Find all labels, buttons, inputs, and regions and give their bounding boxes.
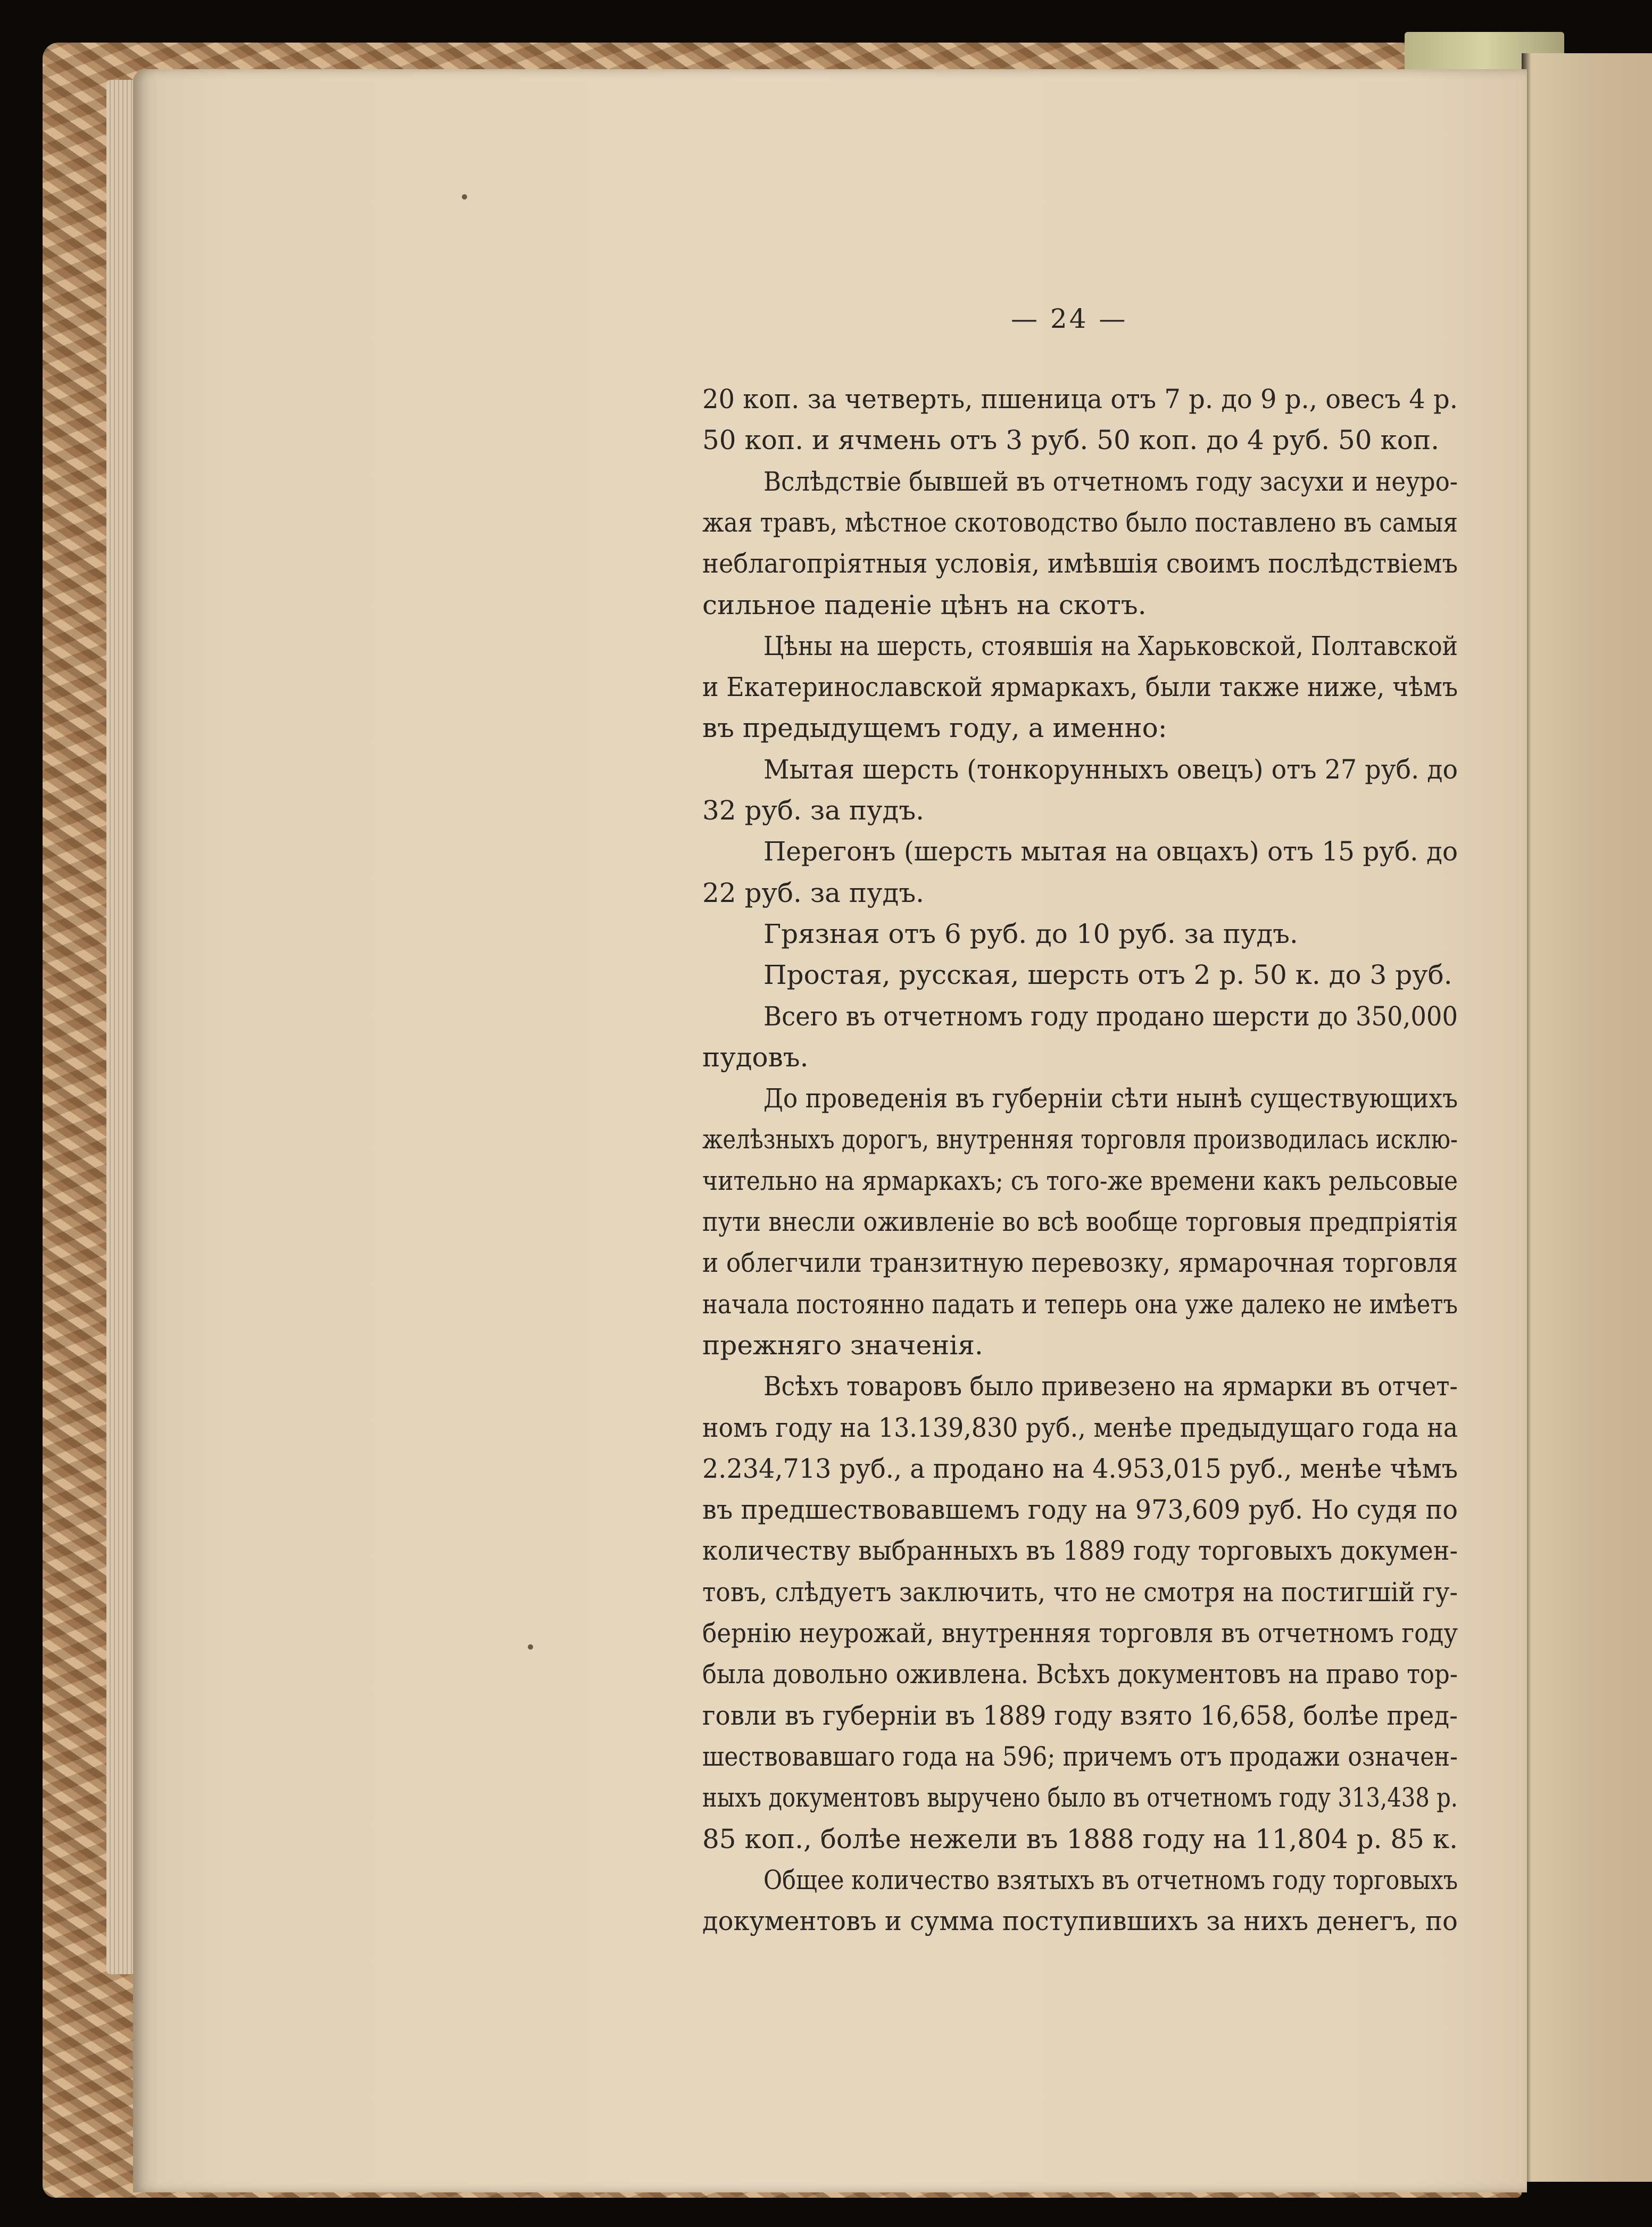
text-line: 32 руб. за пудъ. — [702, 795, 925, 826]
page-speck — [462, 194, 467, 200]
text-line: номъ году на 13.139,830 руб., менѣе предыдущаго года на — [702, 1412, 1458, 1443]
page-number: — 24 — — [1011, 303, 1128, 334]
text-line: Перегонъ (шерсть мытая на овцахъ) отъ 15 руб. до — [763, 836, 1458, 867]
text-line: товъ, слѣдуетъ заключить, что не смотря на постигшій гу- — [702, 1576, 1458, 1608]
text-line: 50 коп. и ячмень отъ 3 руб. 50 коп. до 4 руб. 50 коп. — [702, 425, 1440, 456]
text-line: Простая, русская, шерсть отъ 2 р. 50 к. до 3 руб. — [763, 959, 1452, 991]
text-line: Всего въ отчетномъ году продано шерсти до 350,000 — [763, 1000, 1458, 1032]
text-line: 20 коп. за четверть, пшеница отъ 7 р. до 9 р., овесъ 4 р. — [702, 384, 1458, 415]
text-line: чительно на ярмаркахъ; съ того-же времени какъ рельсовые — [702, 1165, 1458, 1196]
text-line: До проведенія въ губерніи сѣти нынѣ существующихъ — [763, 1083, 1458, 1114]
text-line: говли въ губерніи въ 1889 году взято 16,658, болѣе пред- — [702, 1700, 1458, 1731]
text-line: шествовавшаго года на 596; причемъ отъ продажи означен- — [702, 1741, 1458, 1772]
text-line: пути внесли оживленіе во всѣ вообще торговыя предпріятія — [702, 1206, 1458, 1237]
text-line: 2.234,713 руб., а продано на 4.953,015 руб., менѣе чѣмъ — [702, 1453, 1458, 1484]
text-line: и Екатеринославской ярмаркахъ, были также ниже, чѣмъ — [702, 672, 1458, 703]
text-line: желѣзныхъ дорогъ, внутренняя торговля производилась исклю- — [702, 1124, 1458, 1155]
text-line: бернію неурожай, внутренняя торговля въ отчетномъ году — [702, 1618, 1458, 1649]
text-line: ныхъ документовъ выручено было въ отчетномъ году 313,438 р. — [702, 1782, 1458, 1814]
text-line: Всѣхъ товаровъ было привезено на ярмарки въ отчет- — [763, 1371, 1458, 1402]
text-line: въ предыдущемъ году, а именно: — [702, 713, 1167, 744]
text-line: Общее количество взятыхъ въ отчетномъ году торговыхъ — [763, 1864, 1458, 1895]
text-line: Цѣны на шерсть, стоявшія на Харьковской, Полтавской — [763, 630, 1458, 661]
text-line: Мытая шерсть (тонкорунныхъ овецъ) отъ 27 руб. до — [763, 754, 1458, 785]
text-line: сильное паденіе цѣнъ на скотъ. — [702, 589, 1147, 620]
adjacent-page-edge — [1522, 53, 1652, 2182]
text-line: 85 коп., болѣе нежели въ 1888 году на 11,804 р. 85 к. — [702, 1823, 1458, 1855]
text-line: и облегчили транзитную перевозку, ярмарочная торговля — [702, 1247, 1458, 1279]
text-line: жая травъ, мѣстное скотоводство было поставлено въ самыя — [702, 507, 1458, 538]
text-line: количеству выбранныхъ въ 1889 году торговыхъ докумен- — [702, 1535, 1458, 1567]
text-line: въ предшествовавшемъ году на 973,609 руб. Но судя по — [702, 1494, 1458, 1526]
text-line: Вслѣдствіе бывшей въ отчетномъ году засухи и неуро- — [763, 466, 1458, 497]
text-line: документовъ и сумма поступившихъ за нихъ денегъ, по — [702, 1906, 1458, 1937]
text-line: прежняго значенія. — [702, 1329, 983, 1361]
text-line: пудовъ. — [702, 1041, 809, 1073]
page-speck — [528, 1644, 533, 1650]
text-line: начала постоянно падать и теперь она уже далеко не имѣетъ — [702, 1288, 1458, 1320]
text-line: была довольно оживлена. Всѣхъ документовъ на право тор- — [702, 1659, 1458, 1690]
text-line: 22 руб. за пудъ. — [702, 877, 925, 908]
text-line: неблагопріятныя условія, имѣвшія своимъ послѣдствіемъ — [702, 548, 1458, 579]
text-line: Грязная отъ 6 руб. до 10 руб. за пудъ. — [763, 918, 1298, 949]
